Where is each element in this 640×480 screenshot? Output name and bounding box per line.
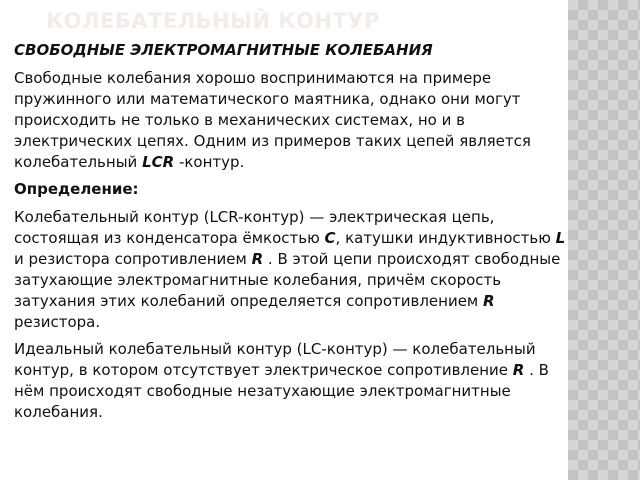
ideal-text-2: . В нём происходят свободные незатухающие электромагнитные колебания. bbox=[14, 361, 549, 421]
slide-title: КОЛЕБАТЕЛЬНЫЙ КОНТУР bbox=[46, 9, 380, 33]
definition-text-4: . В этой цепи происходят свободные затухающие электромагнитные колебания, причём скорость затухания этих колебаний определяется сопротивлением bbox=[14, 250, 561, 310]
section-subtitle: СВОБОДНЫЕ ЭЛЕКТРОМАГНИТНЫЕ КОЛЕБАНИЯ bbox=[14, 41, 433, 59]
intro-text-1: Свободные колебания хорошо воспринимаются на примере пружинного или математического маятника, однако они могут происходить не только в механических системах, но и в электрических цепях. Одним из примеров таких цепей является колебательный bbox=[14, 69, 531, 171]
capacitance-symbol: C bbox=[324, 229, 336, 247]
definition-text-3: и резистора сопротивлением bbox=[14, 250, 252, 268]
ideal-text-1: Идеальный колебательный контур (LC-контур) — колебательный контур, в котором отсутствует электрическое сопротивление bbox=[14, 340, 536, 379]
definition-text-2: , катушки индуктивностью bbox=[335, 229, 556, 247]
definition-text-5: резистора. bbox=[14, 313, 101, 331]
intro-text-2: -контур. bbox=[174, 153, 245, 171]
intro-paragraph bbox=[14, 68, 566, 173]
slide-content bbox=[14, 40, 566, 429]
resistance-symbol: R bbox=[251, 250, 264, 268]
definition-paragraph bbox=[14, 207, 566, 333]
definition-text-1: Колебательный контур (LCR-контур) — электрическая цепь, состоящая из конденсатора ёмкостью bbox=[14, 208, 495, 247]
decorative-pattern-strip bbox=[568, 0, 640, 480]
resistance-symbol-2: R bbox=[483, 292, 495, 310]
definition-heading: Определение: bbox=[14, 180, 139, 198]
lcr-symbol: LCR bbox=[142, 153, 175, 171]
resistance-symbol-3: R bbox=[512, 361, 525, 379]
ideal-circuit-paragraph bbox=[14, 339, 566, 423]
inductance-symbol: L bbox=[555, 229, 566, 247]
